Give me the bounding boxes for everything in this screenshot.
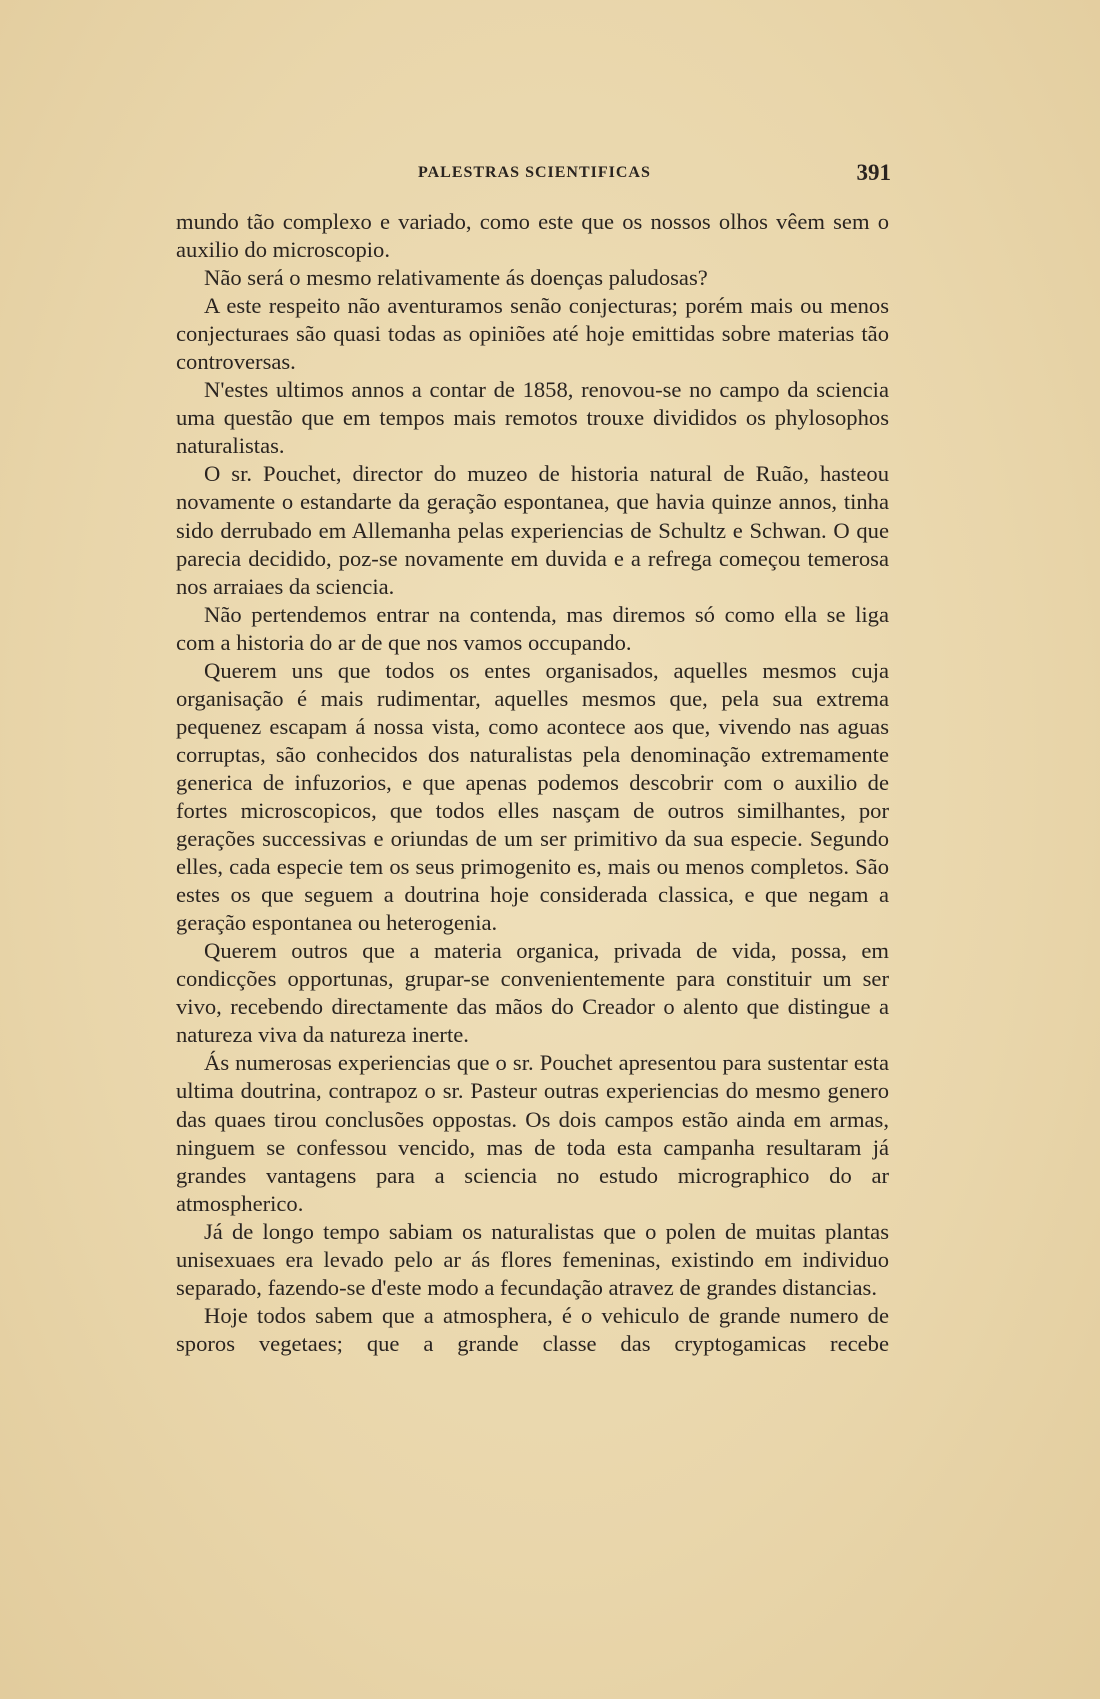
paragraph: Não será o mesmo relativamente ás doenças paludosas? xyxy=(204,265,708,291)
paragraph: Querem outros que a materia organica, privada de vida, possa, em condicções opportunas, grupar-se convenientemente para constituir um ser vivo, recebendo directamente das mãos do Creador o alento que distingue a natureza viva da natureza inerte. xyxy=(176,938,889,1048)
paragraph: Hoje todos sabem que a atmosphera, é o vehiculo de grande numero de sporos vegetaes; que a grande classe das cryptogamicas recebe xyxy=(176,1302,889,1356)
paragraph: Querem uns que todos os entes organisados, aquelles mesmos cuja organisação é mais rudimentar, aquelles mesmos que, pela sua extrema pequenez escapam á nossa vista, como acontece aos que, vivendo nas aguas corruptas, são conhecidos dos naturalistas pela denominação extremamente generica de infuzorios, e que apenas podemos descobrir com o auxilio de fortes microscopicos, que todos elles nasçam de outros similhantes, por gerações successivas e oriundas de um ser primitivo da sua especie. Segundo elles, cada especie tem os seus primogenito es, mais ou menos completos. São estes os que seguem a doutrina hoje considerada classica, e que negam a geração espontanea ou heterogenia. xyxy=(176,657,889,936)
paragraph: Já de longo tempo sabiam os naturalistas que o polen de muitas plantas unisexuaes era levado pelo ar ás flores femeninas, existindo em individuo separado, fazendo-se d'este modo a fecundação atravez de grandes distancias. xyxy=(176,1218,889,1300)
paragraph: Não pertendemos entrar na contenda, mas diremos só como ella se liga com a historia do ar de que nos vamos occupando. xyxy=(176,601,889,655)
paragraph: N'estes ultimos annos a contar de 1858, renovou-se no campo da sciencia uma questão que em tempos mais remotos trouxe divididos os phylosophos naturalistas. xyxy=(176,377,889,459)
paragraph: A este respeito não aventuramos senão conjecturas; porém mais ou menos conjecturaes são quasi todas as opiniões até hoje emittidas sobre materias tão controversas. xyxy=(176,293,889,375)
running-title: PALESTRAS SCIENTIFICAS xyxy=(418,164,651,181)
paragraph: Ás numerosas experiencias que o sr. Pouchet apresentou para sustentar esta ultima doutrina, contrapoz o sr. Pasteur outras experiencias do mesmo genero das quaes tirou conclusões oppostas. Os dois campos estão ainda em armas, ninguem se confessou vencido, mas de toda esta campanha resultaram já grandes vantagens para a sciencia no estudo micrographico do ar atmospherico. xyxy=(176,1050,889,1216)
page-number: 391 xyxy=(856,160,891,185)
page-header xyxy=(176,160,891,190)
body-text xyxy=(176,208,889,1358)
paragraph: mundo tão complexo e variado, como este que os nossos olhos vêem sem o auxilio do microscopio. xyxy=(176,209,889,263)
paragraph: O sr. Pouchet, director do muzeo de historia natural de Ruão, hasteou novamente o estandarte da geração espontanea, que havia quinze annos, tinha sido derrubado em Allemanha pelas experiencias de Schultz e Schwan. O que parecia decidido, poz-se novamente em duvida e a refrega começou temerosa nos arraiaes da sciencia. xyxy=(176,461,889,599)
